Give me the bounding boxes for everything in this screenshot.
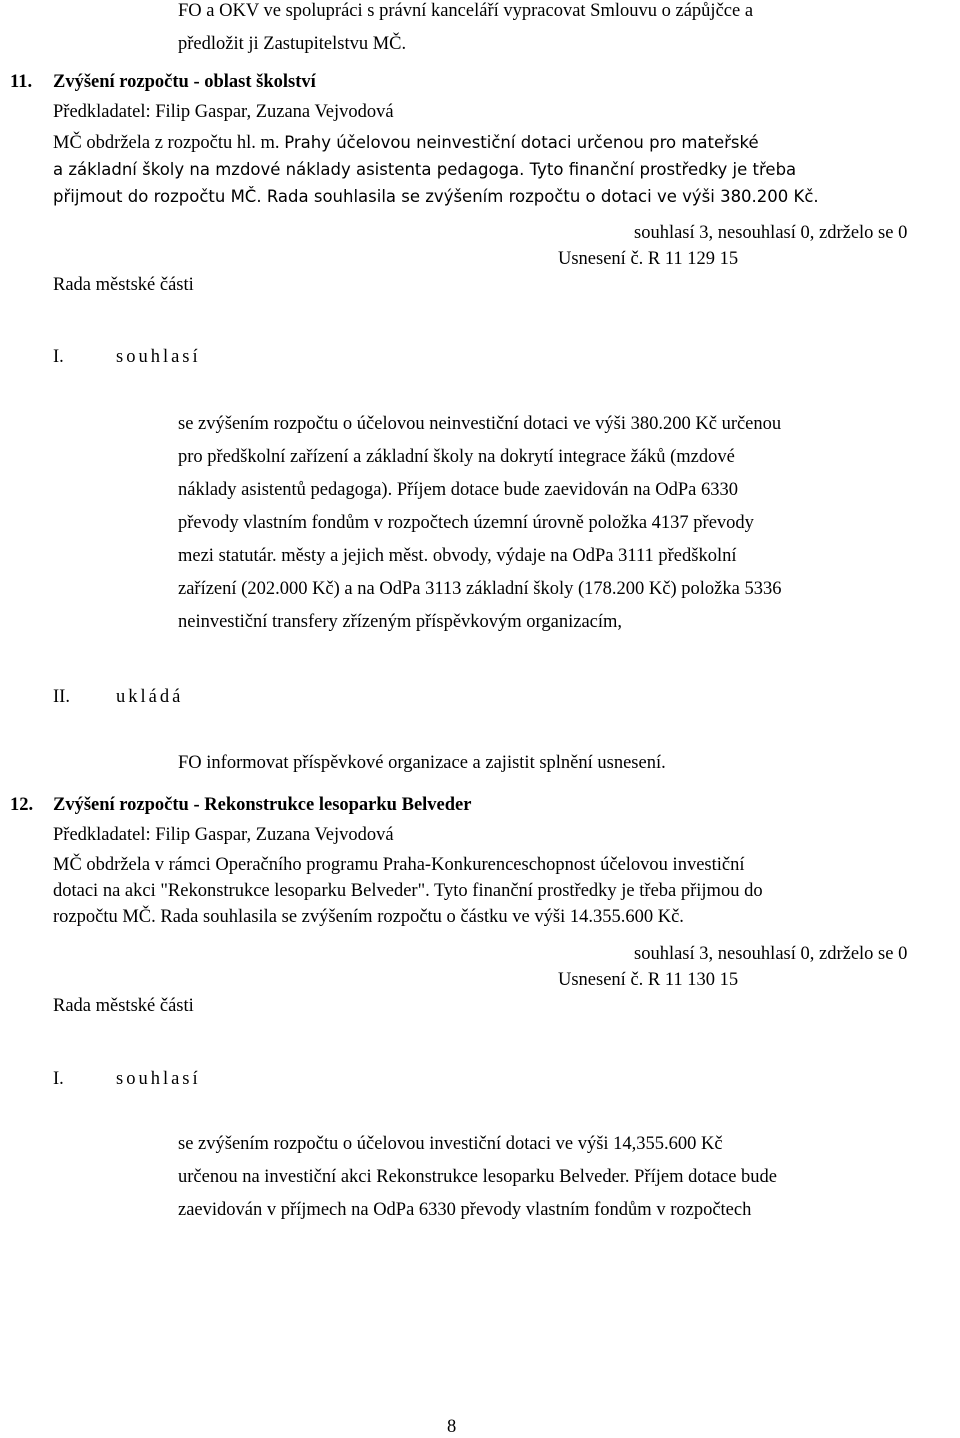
item-11-vote: souhlasí 3, nesouhlasí 0, zdrželo se 0 — [634, 223, 908, 243]
item-11-section-1-line-6: zařízení (202.000 Kč) a na OdPa 3113 základní školy (178.200 Kč) položka 5336 — [178, 579, 782, 599]
item-12-body: Rada městské části — [53, 996, 194, 1016]
intro-line-1: FO a OKV ve spolupráci s právní kanceláří vypracovat Smlouvu o zápůjčce a — [178, 1, 754, 21]
item-11-section-2-line: FO informovat příspěvkové organizace a zajistit splnění usnesení. — [178, 753, 666, 773]
item-11-section-1-line-3: náklady asistentů pedagoga). Příjem dotace bude zaevidován na OdPa 6330 — [178, 480, 738, 500]
item-11-section-1-line-2: pro předškolní zařízení a základní školy na dokrytí integrace žáků (mzdové — [178, 447, 735, 467]
item-11-desc-line-1b: Prahy účelovou neinvestiční dotaci určenou pro mateřské — [284, 133, 759, 152]
item-11-section-2-verb: ukládá — [116, 687, 184, 707]
item-12-section-1-line-3: zaevidován v příjmech na OdPa 6330 převody vlastním fondům v rozpočtech — [178, 1200, 752, 1220]
page-number: 8 — [447, 1417, 457, 1437]
item-11-section-1-line-1: se zvýšením rozpočtu o účelovou neinvestiční dotaci ve výši 380.200 Kč určenou — [178, 414, 782, 434]
item-11-section-1-roman: I. — [53, 347, 64, 367]
item-11-desc-line-3: přijmout do rozpočtu MČ. Rada souhlasila se zvýšením rozpočtu o dotaci ve výši 380.200 Kč. — [53, 187, 819, 206]
item-11-number: 11. — [10, 72, 33, 92]
item-12-section-1-roman: I. — [53, 1069, 64, 1089]
item-12-title: Zvýšení rozpočtu - Rekonstrukce lesoparku Belveder — [53, 795, 472, 815]
item-11-section-1-verb: souhlasí — [116, 347, 201, 367]
item-11-title: Zvýšení rozpočtu - oblast školství — [53, 72, 316, 92]
item-12-section-1-line-1: se zvýšením rozpočtu o účelovou investiční dotaci ve výši 14,355.600 Kč — [178, 1134, 723, 1154]
item-12-resolution: Usnesení č. R 11 130 15 — [558, 970, 739, 990]
item-11-section-2-roman: II. — [53, 687, 70, 707]
item-12-vote: souhlasí 3, nesouhlasí 0, zdrželo se 0 — [634, 944, 908, 964]
item-12-section-1-line-2: určenou na investiční akci Rekonstrukce lesoparku Belveder. Příjem dotace bude — [178, 1167, 778, 1187]
item-11-desc-line-2: a základní školy na mzdové náklady asistenta pedagoga. Tyto finanční prostředky je třeba — [53, 160, 797, 179]
item-12-section-1-verb: souhlasí — [116, 1069, 201, 1089]
item-12-submitter: Předkladatel: Filip Gaspar, Zuzana Vejvodová — [53, 825, 394, 845]
item-11-desc-line-1a: MČ obdržela z rozpočtu hl. m. — [53, 133, 280, 153]
item-11-desc-line-1 — [53, 132, 759, 154]
item-12-desc-line-1: MČ obdržela v rámci Operačního programu Praha-Konkurenceschopnost účelovou investiční — [53, 855, 745, 875]
intro-line-2: předložit ji Zastupitelstvu MČ. — [178, 34, 407, 54]
item-11-resolution: Usnesení č. R 11 129 15 — [558, 249, 739, 269]
item-11-body: Rada městské části — [53, 275, 194, 295]
item-11-section-1-line-5: mezi statutár. městy a jejich měst. obvody, výdaje na OdPa 3111 předškolní — [178, 546, 737, 566]
item-12-desc-line-2: dotaci na akci "Rekonstrukce lesoparku Belveder". Tyto finanční prostředky je třeba přijmou do — [53, 881, 763, 901]
item-11-submitter: Předkladatel: Filip Gaspar, Zuzana Vejvodová — [53, 102, 394, 122]
item-12-number: 12. — [10, 795, 34, 815]
item-12-desc-line-3: rozpočtu MČ. Rada souhlasila se zvýšením rozpočtu o částku ve výši 14.355.600 Kč. — [53, 907, 684, 927]
item-11-section-1-line-4: převody vlastním fondům v rozpočtech územní úrovně položka 4137 převody — [178, 513, 754, 533]
item-11-section-1-line-7: neinvestiční transfery zřízeným příspěvkovým organizacím, — [178, 612, 623, 632]
